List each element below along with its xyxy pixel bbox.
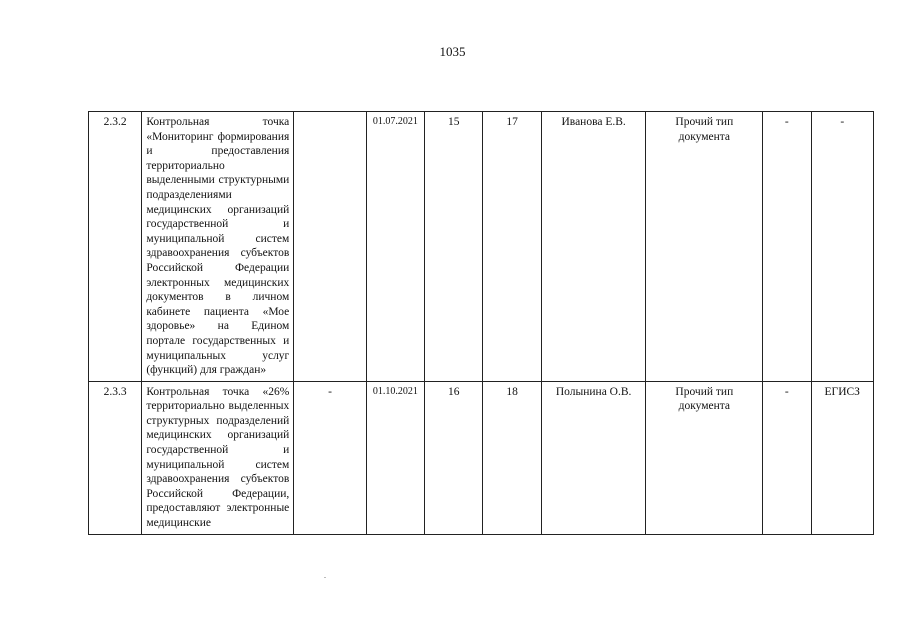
row-col9: - <box>763 381 811 534</box>
row-person: Полынина О.В. <box>541 381 646 534</box>
row-doctype: Прочий тип документа <box>646 381 763 534</box>
row-date: 01.07.2021 <box>366 112 424 382</box>
row-doctype: Прочий тип документа <box>646 112 763 382</box>
row-col10: ЕГИСЗ <box>811 381 874 534</box>
row-description: Контрольная точка «26% территориально выделенных структурных подразделений медицинских организаций государственной и муниципальной систем здравоохранения субъектов Российской Федерации, предоставляют электронные медицинские <box>142 381 294 534</box>
scan-speck <box>324 577 326 578</box>
row-n1: 15 <box>425 112 483 382</box>
row-number: 2.3.3 <box>89 381 142 534</box>
document-table <box>88 111 874 535</box>
table-row <box>89 112 874 382</box>
page-number: 1035 <box>439 44 466 59</box>
table-row <box>89 381 874 534</box>
row-col3: - <box>294 381 366 534</box>
row-col3 <box>294 112 366 382</box>
row-n2: 18 <box>483 381 541 534</box>
row-description: Контрольная точка «Мониторинг формирования и предоставления территориально выделенными структурными подразделениями медицинских организаций государственной и муниципальной систем здравоохранения субъектов Российской Федерации электронных медицинских документов в личном кабинете пациента «Мое здоровье» на Едином портале государственных и муниципальных услуг (функций) для граждан» <box>142 112 294 382</box>
row-date: 01.10.2021 <box>366 381 424 534</box>
row-col10: - <box>811 112 874 382</box>
row-col9: - <box>763 112 811 382</box>
row-person: Иванова Е.В. <box>541 112 646 382</box>
row-number: 2.3.2 <box>89 112 142 382</box>
row-n1: 16 <box>425 381 483 534</box>
row-n2: 17 <box>483 112 541 382</box>
